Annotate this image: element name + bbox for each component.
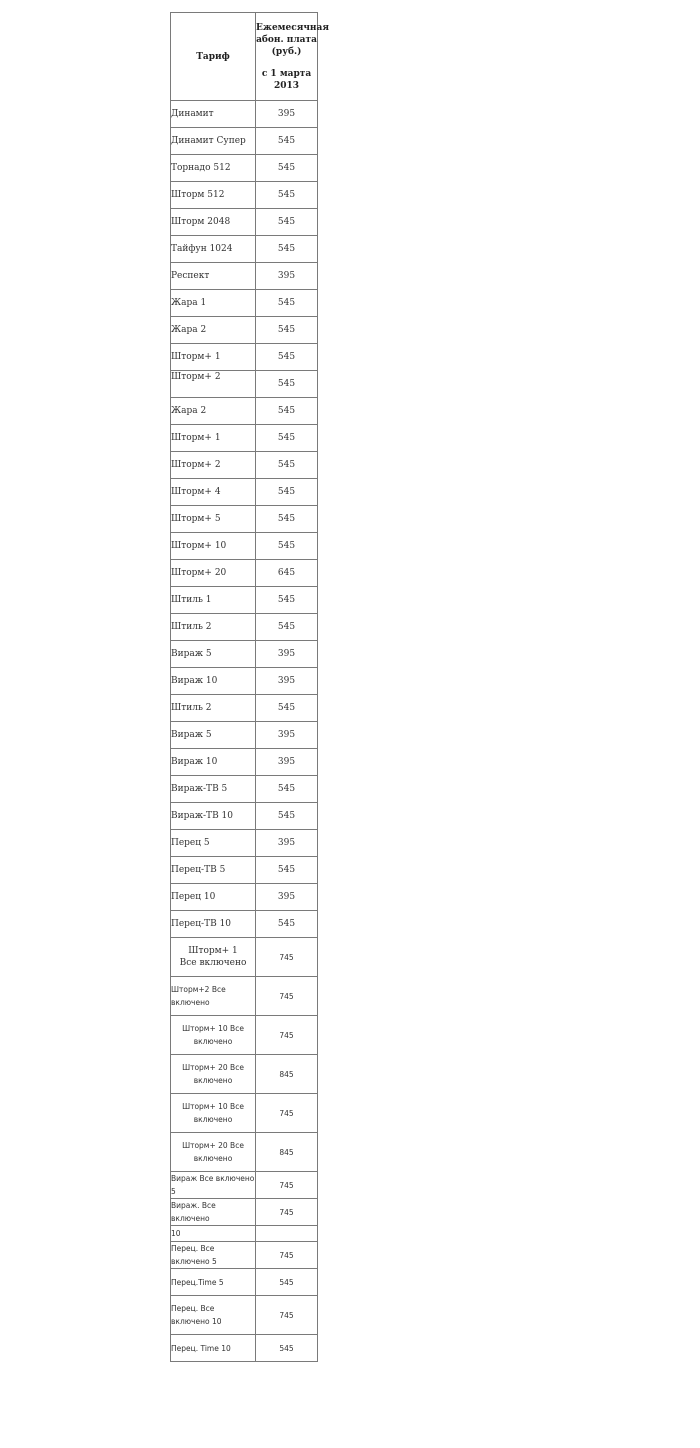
- table-row: [171, 290, 318, 317]
- tariff-name: Шторм+ 20 Все включено: [171, 1133, 256, 1172]
- tariff-name: Шторм+ 1 Все включено: [171, 938, 256, 977]
- table-row: [171, 128, 318, 155]
- tariff-price: 545: [256, 857, 318, 884]
- tariff-price: 545: [256, 695, 318, 722]
- tariff-price: 745: [256, 1242, 318, 1269]
- tariff-price: 545: [256, 776, 318, 803]
- tariff-name: Динамит: [171, 101, 256, 128]
- table-row: [171, 977, 318, 1016]
- tariff-name: Вираж 5: [171, 641, 256, 668]
- tariff-name: Перец-ТВ 10: [171, 911, 256, 938]
- table-row: [171, 1199, 318, 1226]
- tariff-price: 545: [256, 614, 318, 641]
- table-row: [171, 857, 318, 884]
- tariff-name: Шторм+ 2: [171, 371, 256, 398]
- tariff-name: Шторм+ 20 Все включено: [171, 1055, 256, 1094]
- tariff-name: Шторм+ 1: [171, 425, 256, 452]
- tariff-name: Респект: [171, 263, 256, 290]
- tariff-name: Шторм+ 10: [171, 533, 256, 560]
- table-row: [171, 1094, 318, 1133]
- table-row: [171, 425, 318, 452]
- tariff-price: 545: [256, 533, 318, 560]
- tariff-name: Штиль 1: [171, 587, 256, 614]
- tariff-price: 545: [256, 506, 318, 533]
- tariff-price: 545: [256, 398, 318, 425]
- table-row: [171, 1269, 318, 1296]
- tariff-price: 545: [256, 425, 318, 452]
- tariff-price: 545: [256, 155, 318, 182]
- tariff-name: Вираж-ТВ 5: [171, 776, 256, 803]
- tariff-price: 395: [256, 884, 318, 911]
- tariff-name: Вираж Все включено 5: [171, 1172, 256, 1199]
- tariff-price: [256, 1226, 318, 1242]
- tariff-name: Перец 5: [171, 830, 256, 857]
- tariff-price: 545: [256, 587, 318, 614]
- table-row: [171, 317, 318, 344]
- tariff-name: Перец. Все включено 10: [171, 1296, 256, 1335]
- tariff-name: Шторм+ 20: [171, 560, 256, 587]
- tariff-name: Шторм+ 10 Все включено: [171, 1016, 256, 1055]
- tariff-price: 545: [256, 128, 318, 155]
- tariff-name: Перец. Все включено 5: [171, 1242, 256, 1269]
- table-row: [171, 101, 318, 128]
- table-row: [171, 884, 318, 911]
- tariff-price: 395: [256, 263, 318, 290]
- tariff-price: 545: [256, 290, 318, 317]
- tariff-price: 545: [256, 479, 318, 506]
- tariff-price: 545: [256, 1335, 318, 1362]
- table-row: [171, 1055, 318, 1094]
- tariff-name: Вираж. Все включено: [171, 1199, 256, 1226]
- table-row: [171, 1335, 318, 1362]
- table-row: [171, 155, 318, 182]
- tariff-name: Динамит Супер: [171, 128, 256, 155]
- tariff-price: 395: [256, 641, 318, 668]
- table-row: [171, 506, 318, 533]
- tariff-name: Тайфун 1024: [171, 236, 256, 263]
- table-row: [171, 479, 318, 506]
- table-row: [171, 236, 318, 263]
- tariff-price: 545: [256, 182, 318, 209]
- tariff-name: Перец.Time 5: [171, 1269, 256, 1296]
- header-fee-date: с 1 марта 2013: [261, 68, 312, 91]
- tariff-price: 745: [256, 977, 318, 1016]
- tariff-name: Жара 1: [171, 290, 256, 317]
- tariff-price: 545: [256, 209, 318, 236]
- tariff-price: 545: [256, 236, 318, 263]
- table-row: [171, 695, 318, 722]
- tariff-name: Жара 2: [171, 398, 256, 425]
- table-header-row: [171, 13, 318, 101]
- tariff-name: Вираж 5: [171, 722, 256, 749]
- tariff-name: Перец 10: [171, 884, 256, 911]
- tariff-price: 395: [256, 722, 318, 749]
- tariff-name: Перец-ТВ 5: [171, 857, 256, 884]
- table-row: [171, 398, 318, 425]
- tariff-price: 745: [256, 1016, 318, 1055]
- header-tariff: Тариф: [171, 13, 256, 101]
- header-fee-label: Ежемесячная абон. плата (руб.): [256, 22, 330, 57]
- tariff-price: 395: [256, 749, 318, 776]
- tariff-name: Шторм+ 1: [171, 344, 256, 371]
- table-row: [171, 452, 318, 479]
- table-row: [171, 830, 318, 857]
- table-row: [171, 1226, 318, 1242]
- table-row: [171, 938, 318, 977]
- tariff-price: 395: [256, 668, 318, 695]
- tariff-name: Торнадо 512: [171, 155, 256, 182]
- table-row: [171, 1296, 318, 1335]
- tariff-price: 545: [256, 371, 318, 398]
- tariff-price: 645: [256, 560, 318, 587]
- tariff-name: Шторм 2048: [171, 209, 256, 236]
- tariff-price: 845: [256, 1133, 318, 1172]
- table-row: [171, 641, 318, 668]
- table-row: [171, 749, 318, 776]
- tariff-name: 10: [171, 1226, 256, 1242]
- tariff-price: 545: [256, 911, 318, 938]
- table-row: [171, 1172, 318, 1199]
- table-row: [171, 668, 318, 695]
- tariff-name: Шторм+ 2: [171, 452, 256, 479]
- tariff-name: Шторм+ 5: [171, 506, 256, 533]
- tariff-price: 545: [256, 1269, 318, 1296]
- table-row: [171, 803, 318, 830]
- tariff-price: 745: [256, 938, 318, 977]
- tariff-name: Шторм+ 10 Все включено: [171, 1094, 256, 1133]
- tariff-price: 845: [256, 1055, 318, 1094]
- tariff-name: Вираж 10: [171, 668, 256, 695]
- tariff-price: 745: [256, 1094, 318, 1133]
- table-row: [171, 614, 318, 641]
- tariff-price: 545: [256, 452, 318, 479]
- tariff-table: [170, 12, 330, 1362]
- table-row: [171, 1242, 318, 1269]
- tariff-name: Шторм+2 Все включено: [171, 977, 256, 1016]
- tariff-name: Шторм+ 4: [171, 479, 256, 506]
- table-row: [171, 371, 318, 398]
- tariff-price: 545: [256, 344, 318, 371]
- table-row: [171, 344, 318, 371]
- tariff-price: 395: [256, 101, 318, 128]
- tariff-price: 395: [256, 830, 318, 857]
- table-row: [171, 263, 318, 290]
- tariff-price: 745: [256, 1199, 318, 1226]
- tariff-price: 545: [256, 317, 318, 344]
- table-row: [171, 533, 318, 560]
- tariff-name: Вираж 10: [171, 749, 256, 776]
- tariff-price: 745: [256, 1296, 318, 1335]
- tariff-name: Штиль 2: [171, 695, 256, 722]
- tariff-name: Шторм 512: [171, 182, 256, 209]
- table-row: [171, 182, 318, 209]
- tariff-name: Жара 2: [171, 317, 256, 344]
- table-row: [171, 560, 318, 587]
- table-row: [171, 722, 318, 749]
- table-row: [171, 587, 318, 614]
- tariff-name: Вираж-ТВ 10: [171, 803, 256, 830]
- table-row: [171, 1016, 318, 1055]
- tariff-name: Перец. Time 10: [171, 1335, 256, 1362]
- table-row: [171, 911, 318, 938]
- table-row: [171, 1133, 318, 1172]
- table-row: [171, 776, 318, 803]
- tariff-price: 745: [256, 1172, 318, 1199]
- tariff-price: 545: [256, 803, 318, 830]
- header-monthly-fee: [256, 13, 330, 101]
- table-row: [171, 209, 318, 236]
- tariff-name: Штиль 2: [171, 614, 256, 641]
